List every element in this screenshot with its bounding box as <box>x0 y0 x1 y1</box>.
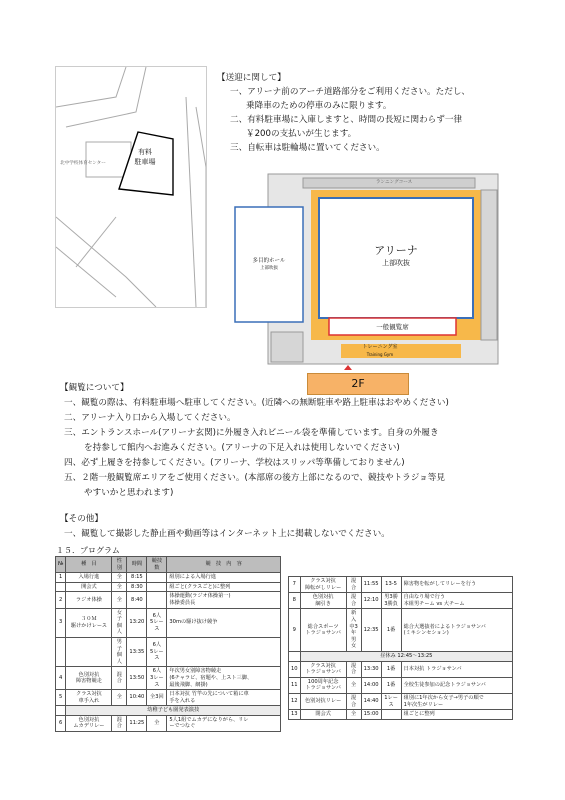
cell-count: 全 <box>147 715 167 731</box>
program-title: １５．プログラム <box>56 546 120 555</box>
cell-time: 14:00 <box>361 677 381 693</box>
table-row <box>289 651 513 661</box>
cell-no: 11 <box>289 677 301 693</box>
cell-content: 組ごと(クラスごと)に整列 <box>167 582 281 592</box>
cell-content: 組ごとに整列 <box>401 710 512 720</box>
cell-count <box>147 592 167 608</box>
viewing-line: やすいかと思われます) <box>84 488 174 498</box>
cell-sex: 混合 <box>346 577 361 593</box>
cell-sex: 全 <box>112 573 127 583</box>
cell-time: 8:30 <box>127 582 147 592</box>
column-header: № <box>56 557 66 573</box>
column-header: 種 目 <box>66 557 112 573</box>
map-roads-graphic <box>56 67 206 307</box>
column-header: 競技数 <box>147 557 167 573</box>
cell-event: 開会式 <box>66 582 112 592</box>
cell-count: 6人 5レース <box>147 637 167 666</box>
cell-sex: 混合 <box>112 667 127 690</box>
cell-time: 13:50 <box>127 667 147 690</box>
cell-no <box>289 651 301 661</box>
cell-sex: 混合 <box>346 693 361 709</box>
table-header-row <box>56 557 281 573</box>
cell-content: 組別に1年次から女子→男子の順で 1年次生がリレー <box>401 693 512 709</box>
cell-sex: 混合 <box>346 593 361 609</box>
cell-time: 10:40 <box>127 690 147 706</box>
floor-indicator: 2F <box>307 373 409 395</box>
column-header: 競 技 内 容 <box>167 557 281 573</box>
transport-line: ￥200の支払いが生じます。 <box>246 129 357 139</box>
cell-event <box>66 637 112 666</box>
cell-event: クラス対抗 車手入れ <box>66 690 112 706</box>
cell-sex: 全 <box>346 710 361 720</box>
cell-sex: 全 <box>112 690 127 706</box>
table-row <box>56 573 281 583</box>
transport-line: 三、自転車は駐輪場に置いてください。 <box>230 143 385 153</box>
table-row <box>289 661 513 677</box>
cell-no <box>56 582 66 592</box>
cell-content: 組別による入場行進 <box>167 573 281 583</box>
program-table-left <box>55 556 281 732</box>
cell-time: 8:40 <box>127 592 147 608</box>
cell-no: 4 <box>56 667 66 690</box>
cell-time: 13:35 <box>127 637 147 666</box>
cell-time: 14:40 <box>361 693 381 709</box>
cell-no: 5 <box>56 690 66 706</box>
cell-time: 8:15 <box>127 573 147 583</box>
training-label: トレーニング室 Training Gym <box>362 344 398 357</box>
cell-event: 総合スポーツ トラジョサンバ <box>300 609 346 652</box>
cell-no <box>56 637 66 666</box>
cell-content: 総合大選抜者によるトラジョサンバ (ミキシンセション) <box>401 609 512 652</box>
cell-time: 11:55 <box>361 577 381 593</box>
table-row <box>289 609 513 652</box>
cell-count <box>147 573 167 583</box>
viewing-line: 四、必ず上履きを持参してください。(アリーナ、学校はスリッパ等準備しておりません) <box>64 458 405 468</box>
gallery-label: 一般観覧席 <box>376 323 409 331</box>
parking-map <box>55 66 207 308</box>
cell-event: 入場行進 <box>66 573 112 583</box>
cell-span: 昼休み 12:45～13:25 <box>300 651 512 661</box>
cell-count: 1レース <box>381 693 401 709</box>
viewing-heading: 【観覧について】 <box>60 383 129 393</box>
cell-count: 1番 <box>381 677 401 693</box>
cell-no <box>56 706 66 716</box>
cell-content: 日本対抗 竹竿の先について箱に車 手を入れる <box>167 690 281 706</box>
cell-no: 9 <box>289 609 301 652</box>
hall-label: 多目的ホール 上部吹抜 <box>252 258 286 271</box>
cell-count: 6人 3レース <box>147 667 167 690</box>
cell-event: 色別対抗 障害物競走 <box>66 667 112 690</box>
table-row <box>289 677 513 693</box>
viewing-line: 二、アリーナ入り口から入場してください。 <box>64 413 236 423</box>
cell-no: 2 <box>56 592 66 608</box>
parking-label: 有料 駐車場 <box>134 148 156 166</box>
running-course-label: ランニングコース <box>375 180 413 185</box>
cell-sex: 全 <box>112 582 127 592</box>
cell-sex: 全 <box>112 592 127 608</box>
cell-time: 15:00 <box>361 710 381 720</box>
cell-count: 男3勝 3勝負 <box>381 593 401 609</box>
transport-line: 乗降車のための停車のみに限ります。 <box>246 101 392 111</box>
cell-content: 障害物を転がしてリレーを行う <box>401 577 512 593</box>
cell-content: 年次男女別障害物競走 (6チャラビ、宿題や、上スト三脚、 最後飛脚、網掛) <box>167 667 281 690</box>
cell-count: 全3回 <box>147 690 167 706</box>
cell-content: 体操運動(ラジオ体操第一) 体操委員長 <box>167 592 281 608</box>
cell-no: 8 <box>289 593 301 609</box>
cell-sex: 男子 個人 <box>112 637 127 666</box>
column-header: 時間 <box>127 557 147 573</box>
cell-content: 30mの駆け抜け競争 <box>167 608 281 637</box>
cell-time: 11:25 <box>127 715 147 731</box>
cell-content: 全校生徒参加の記念トラジョサンバ <box>401 677 512 693</box>
cell-span: 幼稚子ども園発表演技 <box>66 706 281 716</box>
other-line: 一、観覧して撮影した静止画や動画等はインターネット上に掲載しないでください。 <box>64 529 390 539</box>
transport-heading: 【送迎に関して】 <box>217 73 286 83</box>
cell-count: 6人 5レース <box>147 608 167 637</box>
cell-event: クラス対抗 トラジョサンバ <box>300 661 346 677</box>
cell-no: 10 <box>289 661 301 677</box>
table-row <box>56 582 281 592</box>
cell-count: 13-5 <box>381 577 401 593</box>
table-row <box>56 608 281 637</box>
cell-content: 5人1組でムカデになりがら、リレ ーでつなぐ <box>167 715 281 731</box>
column-header: 性別 <box>112 557 127 573</box>
cell-event: 色別対抗 ムカデリレー <box>66 715 112 731</box>
cell-content: 日本対抗 トラジョサンバ <box>401 661 512 677</box>
cell-no: 3 <box>56 608 66 637</box>
transport-line: 二、有料駐車場に入庫しますと、時間の長短に関わらず一律 <box>230 115 463 125</box>
cell-sex: 女子 個人 <box>112 608 127 637</box>
cell-no: 1 <box>56 573 66 583</box>
table-row <box>56 690 281 706</box>
cell-sex: 新入 中3年 男女 <box>346 609 361 652</box>
viewing-line: 一、観覧の際は、有料駐車場へ駐車してください。(近隣への無断駐車や路上駐車はおやめください) <box>64 398 449 408</box>
table-row <box>289 693 513 709</box>
transport-line: 一、アリーナ前のアーチ道路部分をご利用ください。ただし、 <box>230 87 471 97</box>
cell-time: 13:20 <box>127 608 147 637</box>
viewing-line: 五、２階一般観覧席エリアをご使用ください。(本部席の後方上部になるので、競技やトラジョ等見 <box>64 473 445 483</box>
table-row <box>289 593 513 609</box>
table-row <box>56 592 281 608</box>
cell-event: 色別対抗リレー <box>300 693 346 709</box>
cell-sex: 混合 <box>112 715 127 731</box>
cell-event: 色別対抗 綱引き <box>300 593 346 609</box>
cell-no: 6 <box>56 715 66 731</box>
arena-label: アリーナ 上部吹抜 <box>374 244 418 267</box>
cell-count <box>147 582 167 592</box>
cell-event: 閉会式 <box>300 710 346 720</box>
cell-sex: 混合 <box>346 661 361 677</box>
cell-no: 13 <box>289 710 301 720</box>
cell-no: 12 <box>289 693 301 709</box>
viewing-line: を持参して館内へお進みください。(アリーナの下足入れは使用しないでください) <box>84 443 400 453</box>
cell-time: 13:30 <box>361 661 381 677</box>
building-label: 北中学校体育センター <box>60 161 106 166</box>
table-row <box>56 667 281 690</box>
table-row <box>289 710 513 720</box>
cell-content <box>167 637 281 666</box>
cell-content: 自由なり場で行う 本組男チーム vs 大チーム <box>401 593 512 609</box>
other-heading: 【その他】 <box>60 514 103 524</box>
cell-event: ラジオ体操 <box>66 592 112 608</box>
table-row <box>56 637 281 666</box>
viewing-line: 三、エントランスホール(アリーナ玄関)に外履き入れビニール袋を準備しています。自身の外履き <box>64 428 439 438</box>
cell-event: ３０Ｍ 駆けかけレース <box>66 608 112 637</box>
table-row <box>56 715 281 731</box>
cell-time: 12:10 <box>361 593 381 609</box>
table-row <box>289 577 513 593</box>
cell-count: 1番 <box>381 661 401 677</box>
table-row <box>56 706 281 716</box>
cell-sex: 全 <box>346 677 361 693</box>
cell-no: 7 <box>289 577 301 593</box>
cell-count: 1番 <box>381 609 401 652</box>
cell-time: 12:35 <box>361 609 381 652</box>
cell-event: 100周年記念 トラジョサンバ <box>300 677 346 693</box>
cell-event: クラス対抗 障転がしリレー <box>300 577 346 593</box>
floor-plan <box>233 172 499 370</box>
cell-count <box>381 710 401 720</box>
program-table-right <box>288 576 513 720</box>
